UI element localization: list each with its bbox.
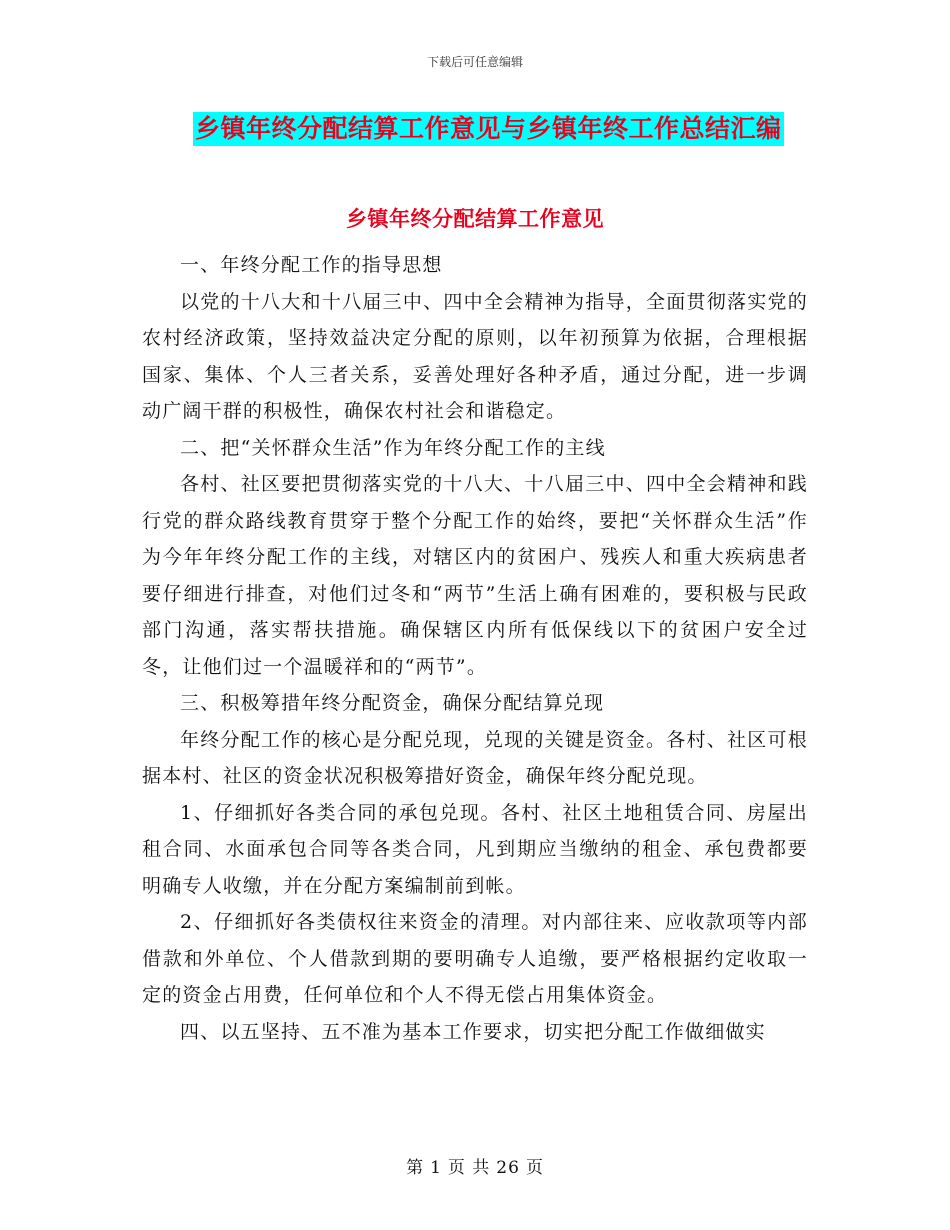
paragraph: 以党的十八大和十八届三中、四中全会精神为指导，全面贯彻落实党的农村经济政策，坚持效益决定分配的原则，以年初预算为依据，合理根据国家、集体、个人三者关系，妥善处理好各种矛盾，通过分配，进一步调动广阔干群的积极性，确保农村社会和谐稳定。 — [142, 290, 808, 422]
page-footer — [0, 1153, 950, 1178]
header-note: 下载后可任意编辑 — [426, 55, 523, 69]
paragraph: 一、年终分配工作的指导思想 — [180, 254, 443, 276]
paragraph: 年终分配工作的核心是分配兑现，兑现的关键是资金。各村、社区可根据本村、社区的资金状况积极筹措好资金，确保年终分配兑现。 — [142, 728, 808, 787]
page-total: 26 — [496, 1158, 520, 1178]
document-body — [142, 247, 808, 1050]
paragraph: 各村、社区要把贯彻落实党的十八大、十八届三中、四中全会精神和践行党的群众路线教育贯穿于整个分配工作的始终，要把“关怀群众生活”作为今年年终分配工作的主线，对辖区内的贫困户、残疾人和重大疾病患者要仔细进行排查，对他们过冬和“两节”生活上确有困难的，要积极与民政部门沟通，落实帮扶措施。确保辖区内所有低保线以下的贫困户安全过冬，让他们过一个温暖祥和的“两节”。 — [142, 473, 808, 678]
page-suffix: 页 — [525, 1158, 544, 1178]
section-title: 乡镇年终分配结算工作意见 — [346, 207, 604, 231]
page-prefix: 第 — [406, 1158, 425, 1178]
paragraph: 2、仔细抓好各类债权往来资金的清理。对内部往来、应收款项等内部借款和外单位、个人借款到期的要明确专人追缴，要严格根据约定收取一定的资金占用费，任何单位和个人不得无偿占用集体资金。 — [142, 911, 808, 1006]
paragraph: 四、以五坚持、五不准为基本工作要求，切实把分配工作做细做实 — [180, 1020, 766, 1043]
paragraph: 三、积极筹措年终分配资金，确保分配结算兑现 — [180, 692, 605, 714]
document-title: 乡镇年终分配结算工作意见与乡镇年终工作总结汇编 — [193, 112, 784, 146]
paragraph: 1、仔细抓好各类合同的承包兑现。各村、社区土地租赁合同、房屋出租合同、水面承包合同等各类合同，凡到期应当缴纳的租金、承包费都要明确专人收缴，并在分配方案编制前到帐。 — [142, 801, 808, 897]
page-current: 1 — [430, 1158, 442, 1178]
paragraph: 二、把“关怀群众生活”作为年终分配工作的主线 — [180, 436, 606, 459]
page-middle: 页 共 — [447, 1158, 491, 1178]
